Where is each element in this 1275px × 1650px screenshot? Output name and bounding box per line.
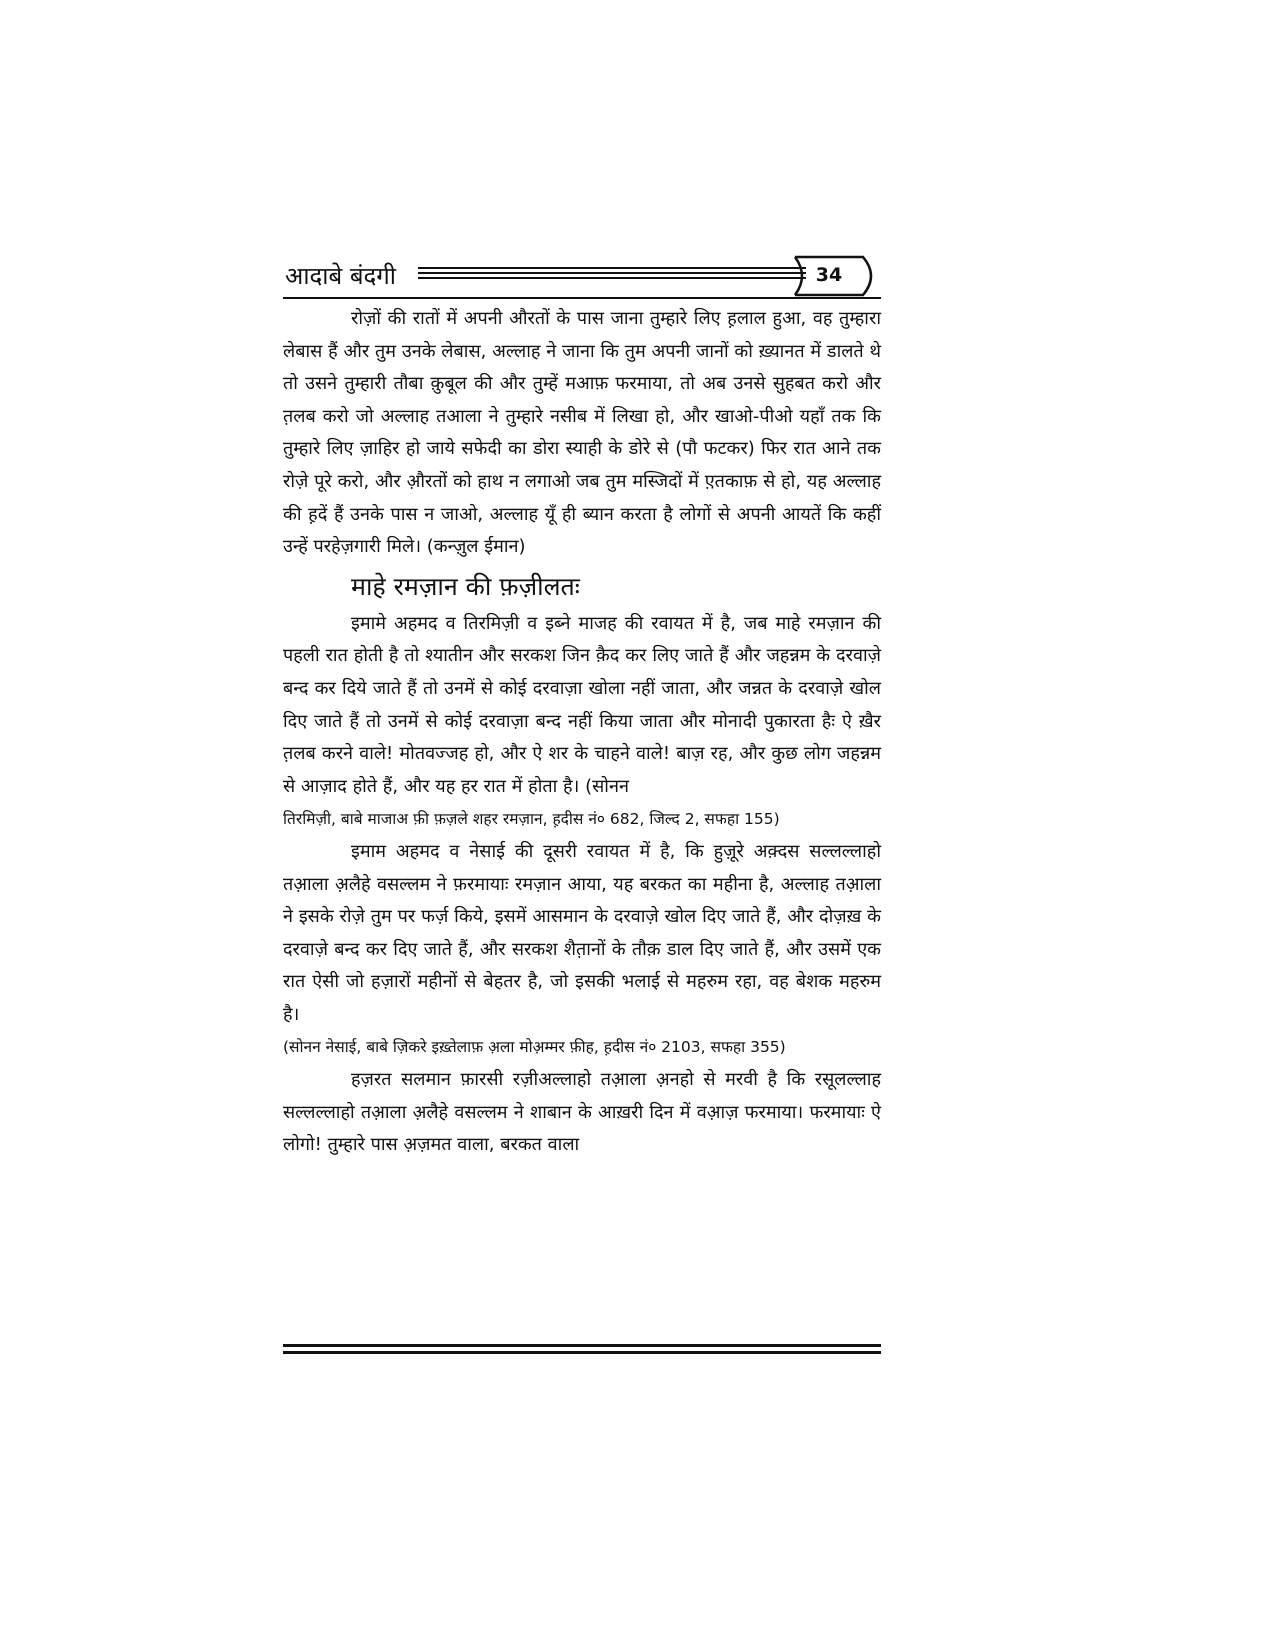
paragraph-4: हज़रत सलमान फ़ारसी रज़ीअल्लाहो तआ़ला अ़नहो से मरवी है कि रसूलल्लाह सल्लल्लाहो तआ़ला अ़लैहे वसल्लम ने शाबान के आख़री दिन में वआ़ज़ फरमाया। फरमायाः ऐ लोगो! तुम्हारे पास अ़ज़मत वाला, बरकत वाला — [283, 1069, 881, 1156]
page-number-box — [793, 255, 881, 297]
page-header — [283, 255, 881, 303]
paragraph-3: इमाम अहमद व नेसाई की दूसरी रवायत में है, कि हुज़ूरे अक़्दस सल्लल्लाहो तआ़ला अ़लैहे वसल्लम ने फ़रमायाः रमज़ान आया, यह बरकत का महीना है, अल्लाह तआ़ला ने इसके रोज़े तुम पर फर्ज़ किये, इसमें आसमान के दरवाज़े खोल दिए जाते हैं, और दोज़ख़ के दरवाज़े बन्द कर दिए जाते हैं, और सरकश शैत़ानों के तौक़ डाल दिए जाते हैं, और उसमें एक रात ऐसी जो हज़ारों महीनों से बेहतर है, जो इसकी भलाई से महरुम रहा, वह बेशक महरुम है। — [283, 840, 881, 1025]
paragraph-2: इमामे अहमद व तिरमिज़ी व इब्ने माजह की रवायत में है, जब माहे रमज़ान की पहली रात होती है तो श्यातीन और सरकश जिन क़ैद कर लिए जाते हैं और जहन्नम के दरवाज़े बन्द कर दिये जाते हैं तो उनमें से कोई दरवाज़ा खोला नहीं जाता, और जन्नत के दरवाज़े खोल दिए जाते हैं तो उनमें से कोई दरवाज़ा बन्द नहीं किया जाता और मोनादी पुकारता हैः ऐ ख़ैर त़लब करने वाले! मोतवज्जह हो, और ऐ शर के चाहने वाले! बाज़ रह, और कुछ लोग जहन्नम से आज़ाद होते हैं, और यह हर रात में होता है। (सोनन — [283, 612, 881, 797]
footer-rules — [283, 1344, 881, 1356]
header-decorative-lines — [418, 267, 806, 287]
paragraph-2-citation: तिरमिज़ी, बाबे माजाअ फ़ी फ़ज़ले शहर रमज़ान, ह़दीस नं० 682, जिल्द 2, सफहा 155) — [283, 810, 780, 829]
paragraph-1: रोज़ों की रातों में अपनी औरतों के पास जाना तुम्हारे लिए ह़लाल हुआ, वह तुम्हारा लेबास हैं और तुम उनके लेबास, अल्लाह ने जाना कि तुम अपनी जानों को ख़्यानत में डालते थे तो उसने तुम्हारी तौबा क़ुबूल की और तुम्हें मआफ़ फरमाया, तो अब उनसे सुहबत करो और त़लब करो जो अल्लाह तआला ने तुम्हारे नसीब में लिखा हो, और खाओ-पीओ यहाँ तक कि तुम्हारे लिए ज़ाहिर हो जाये सफेदी का डोरा स्याही के डोरे से (पौ फटकर) फिर रात आने तक रोज़े पूरे करो, और औ़रतों को हाथ न लगाओ जब तुम मस्जिदों में ए़तकाफ़ से हो, यह अल्लाह की ह़दें हैं उनके पास न जाओ, अल्लाह यूँ ही ब्यान करता है लोगों से अपनी आयतें कि कहीं उन्हें परहेज़गारी मिले। (कन्ज़ुल ईमान) — [283, 308, 881, 558]
book-page — [283, 255, 881, 1385]
page-number: 34 — [815, 264, 843, 286]
section-heading: माहे रमज़ान की फ़ज़ीलतः — [351, 571, 580, 601]
paragraph-3-citation: (सोनन नेसाई, बाबे ज़िकरे इख़्तेलाफ़ अ़ला मोअ़म्मर फ़ीह, ह़दीस नं० 2103, सफहा 355) — [283, 1038, 786, 1057]
book-title: आदाबे बंदगी — [285, 262, 396, 290]
page-body — [283, 303, 881, 1162]
header-rule — [283, 297, 881, 299]
